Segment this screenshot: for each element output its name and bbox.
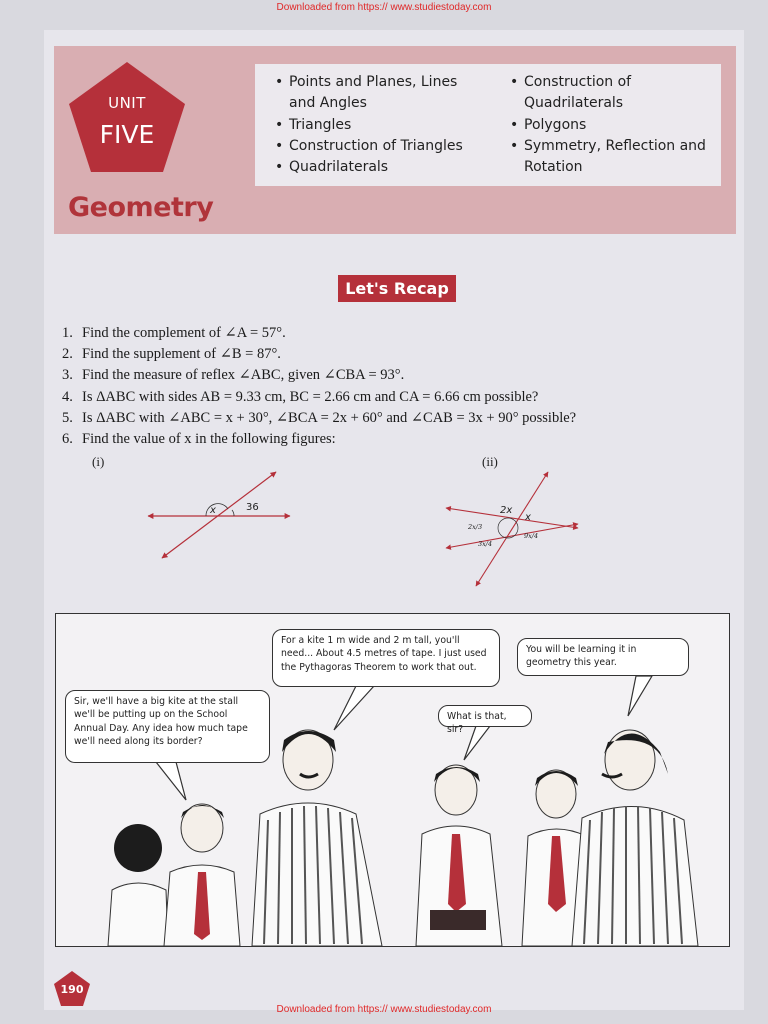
question-text: Is ΔABC with sides AB = 9.33 cm, BC = 2.66 cm and CA = 6.66 cm possible? bbox=[82, 388, 539, 405]
question-number: 4. bbox=[62, 388, 73, 405]
watermark-top: Downloaded from https:// www.studiestoday.com bbox=[276, 2, 492, 13]
question-number: 2. bbox=[62, 346, 73, 363]
label-9x-over-4: 9x/4 bbox=[524, 532, 539, 540]
figure-2-label: (ii) bbox=[482, 454, 498, 469]
speech-bubble-4: You will be learning it in geometry this year. bbox=[517, 638, 689, 676]
question-number: 5. bbox=[62, 409, 73, 426]
teacher-2-figure bbox=[572, 730, 698, 946]
label-3x-over-4: 3x/4 bbox=[478, 540, 493, 548]
topics-column-1 bbox=[273, 72, 473, 178]
question-item bbox=[62, 429, 576, 450]
topics-column-2 bbox=[508, 72, 720, 178]
chapter-title: Geometry bbox=[68, 192, 214, 223]
speech-bubble-3: What is that, sir? bbox=[438, 705, 532, 727]
question-number: 3. bbox=[62, 367, 73, 384]
label-2x: 2x bbox=[500, 505, 513, 516]
question-item bbox=[62, 408, 576, 429]
angle-36-label: 36 bbox=[246, 502, 259, 513]
figure-2-diagram bbox=[438, 466, 588, 592]
boy-3-figure bbox=[416, 765, 502, 946]
line-2 bbox=[446, 524, 578, 548]
line-3 bbox=[476, 472, 548, 586]
question-text: Is ΔABC with ∠ABC = x + 30°, ∠BCA = 2x + 60° and ∠CAB = 3x + 90° possible? bbox=[82, 409, 577, 426]
boy-2-figure bbox=[164, 804, 240, 946]
topic-item: • Quadrilaterals bbox=[273, 157, 473, 178]
topic-item: • Construction of Quadrilaterals bbox=[508, 72, 720, 115]
topic-item: • Polygons bbox=[508, 115, 720, 136]
question-text: Find the measure of reflex ∠ABC, given ∠CBA = 93°. bbox=[82, 367, 405, 384]
topic-item: • Symmetry, Reflection and Rotation bbox=[508, 136, 720, 179]
question-list bbox=[62, 323, 576, 450]
angle-x-label: x bbox=[210, 505, 216, 516]
question-item bbox=[62, 365, 576, 386]
figure-1-diagram bbox=[140, 464, 300, 564]
teacher-1-figure bbox=[252, 730, 382, 946]
speech-bubble-2: For a kite 1 m wide and 2 m tall, you'll need... About 4.5 metres of tape. I just used the Pythagoras Theorem to work that out. bbox=[272, 629, 500, 687]
topic-item: • Construction of Triangles bbox=[273, 136, 473, 157]
question-number: 6. bbox=[62, 431, 73, 448]
line-transversal bbox=[162, 472, 276, 558]
topic-item: • Triangles bbox=[273, 115, 473, 136]
label-2x-over-3: 2x/3 bbox=[468, 523, 483, 531]
recap-heading: Let's Recap bbox=[338, 275, 456, 302]
question-number: 1. bbox=[62, 325, 73, 341]
question-text: Find the complement of ∠A = 57°. bbox=[82, 325, 286, 341]
question-item bbox=[62, 344, 576, 365]
comic-panel bbox=[55, 613, 730, 947]
topic-item: • Points and Planes, Lines and Angles bbox=[273, 72, 473, 115]
question-text: Find the supplement of ∠B = 87°. bbox=[82, 346, 281, 363]
question-item bbox=[62, 323, 576, 344]
boy-1-figure bbox=[108, 824, 168, 946]
question-text: Find the value of x in the following figures: bbox=[82, 431, 336, 448]
unit-label: UNIT bbox=[108, 94, 146, 112]
label-x: x bbox=[525, 512, 531, 523]
watermark-bottom: Downloaded from https:// www.studiestoday.com bbox=[276, 1004, 492, 1015]
figure-1-label: (i) bbox=[92, 454, 105, 469]
speech-bubble-1: Sir, we'll have a big kite at the stall we'll be putting up on the School Annual Day. Any idea how much tape we'll need along its border? bbox=[65, 690, 270, 763]
question-item bbox=[62, 387, 576, 408]
unit-number: FIVE bbox=[99, 120, 155, 149]
pentagon-icon bbox=[67, 60, 187, 174]
topics-box bbox=[255, 64, 721, 186]
unit-badge bbox=[67, 60, 187, 174]
page-number: 190 bbox=[60, 983, 84, 996]
